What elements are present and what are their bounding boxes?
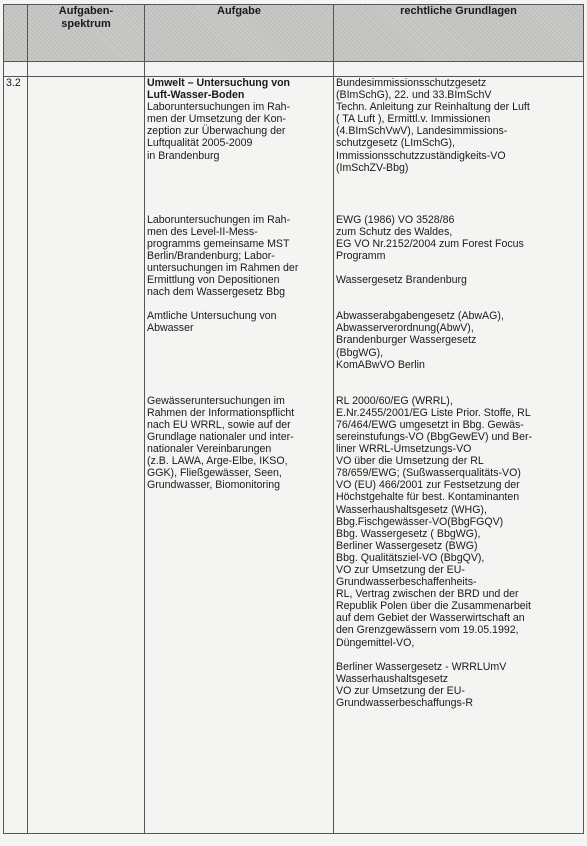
header-rechtliche-grundlagen: rechtliche Grundlagen	[334, 5, 584, 62]
header-row	[4, 5, 584, 62]
legal-block-4: Abwasserabgabengesetz (AbwAG), Abwasserverordnung(AbwV), Brandenburger Wassergesetz (BbgWG), KomABwVO Berlin	[336, 310, 504, 371]
legal-block-6: Berliner Wassergesetz - WRRLUmV Wasserhaushaltsgesetz VO zur Umsetzung der EU- Grundwasserbeschaffungs-R	[336, 660, 507, 709]
tasks-table	[3, 4, 584, 834]
legal-block-1: Bundesimmissionsschutzgesetz (BImSchG), 22. und 33.BImSchV Techn. Anleitung zur Reinhaltung der Luft ( TA Luft ), Ermittl.v. Immissionen (4.BImSchVwV), Landesimmissions- schutzgesetz (LImSchG), Immissionsschutzzuständigkeits-VO (ImSchZV-Bbg)	[336, 77, 530, 174]
legal-block-5: RL 2000/60/EG (WRRL), E.Nr.2455/2001/EG Liste Prior. Stoffe, RL 76/464/EWG umgesetzt in Bbg. Gewäs- sereinstufungs-VO (BbgGewEV) und Ber- liner WRRL-Umsetzungs-VO VO über die Umsetzung der RL 78/659/EWG; (Sußwasserqualitäts-VO) VO (EU) 466/2001 zur Festsetzung der Höchstgehalte für best. Kontaminanten Wasserhaushaltsgesetz (WHG), Bbg.Fischgewässer-VO(BbgFGQV) Bbg. Wassergesetz ( BbgWG), Berliner Wassergesetz (BWG) Bbg. Qualitätsziel-VO (BbgQV), VO zur Umsetzung der EU- Grundwasserbeschaffenheits- RL, Vertrag zwischen der BRD und der Republik Polen über die Zusammenarbeit auf dem Gebiet der Wasserwirtschaft an den Grenzgewässern vom 19.05.1992, Düngemittel-VO,	[336, 394, 533, 649]
aufgabe-cell	[145, 77, 334, 834]
task-text-1: Laboruntersuchungen im Rah- men der Umsetzung der Kon- zeption zur Überwachung der Luftqualität 2005-2009 in Brandenburg	[147, 101, 291, 162]
header-number	[4, 5, 28, 62]
table-row	[4, 77, 584, 834]
task-title: Umwelt – Untersuchung von Luft-Wasser-Boden	[147, 77, 291, 102]
aufgabenspektrum-cell	[28, 77, 145, 834]
rechtliche-grundlagen-cell	[334, 77, 584, 834]
header-aufgabenspektrum: Aufgaben- spektrum	[28, 5, 145, 62]
header-aufgabe: Aufgabe	[145, 5, 334, 62]
task-text-2: Laboruntersuchungen im Rah- men des Level-II-Mess- programms gemeinsame MST Berlin/Brandenburg; Labor- untersuchungen im Rahmen der Ermittlung von Depositionen nach dem Wassergesetz Bbg	[147, 213, 299, 299]
task-text-4: Gewässeruntersuchungen im Rahmen der Informationspflicht nach EU WRRL, sowie auf der Grundlage nationaler und inter- nationaler Vereinbarungen (z.B. LAWA, Arge-Elbe, IKSO, GGK), Fließgewässer, Seen, Grundwasser, Biomonitoring	[147, 394, 295, 492]
legal-block-2: EWG (1986) VO 3528/86 zum Schutz des Waldes, EG VO Nr.2152/2004 zum Forest Focus Programm	[336, 213, 524, 263]
blank-row	[4, 62, 584, 77]
task-text-3: Amtliche Untersuchung von Abwasser	[147, 310, 277, 335]
legal-block-3: Wassergesetz Brandenburg	[336, 274, 467, 287]
row-number: 3.2	[4, 77, 28, 834]
